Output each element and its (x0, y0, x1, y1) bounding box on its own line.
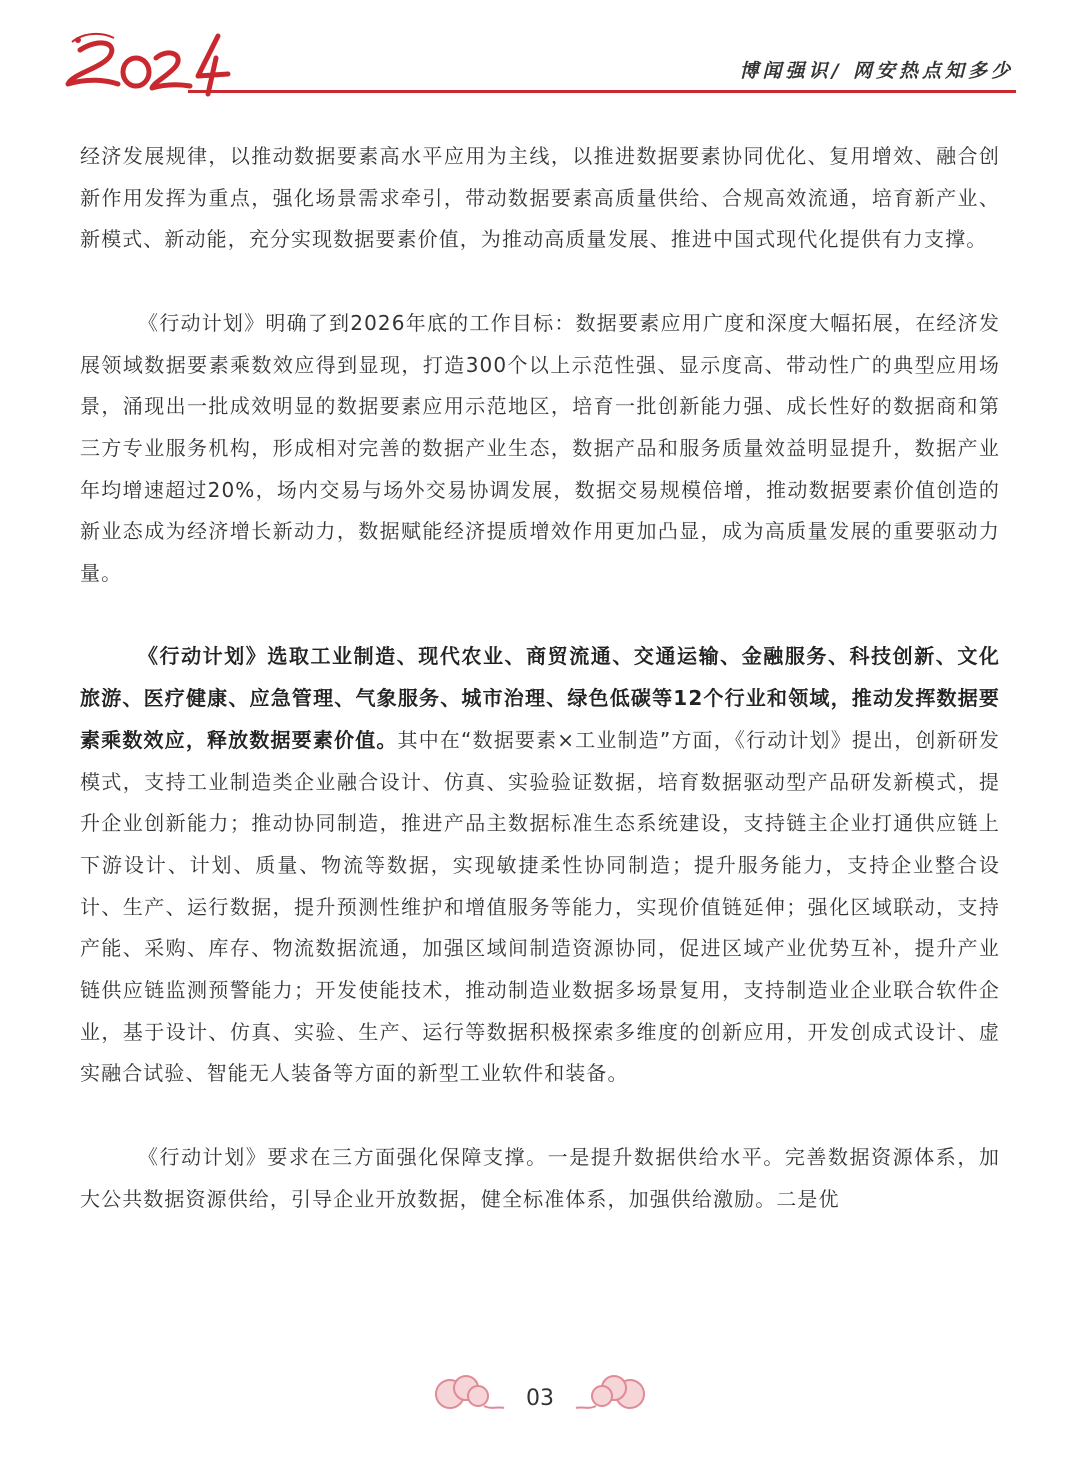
paragraph-1 (80, 136, 1000, 261)
paragraph-3 (80, 636, 1000, 1095)
page-footer (0, 1366, 1080, 1436)
page-header (0, 0, 1080, 110)
paragraph-text: 经济发展规律，以推动数据要素高水平应用为主线，以推进数据要素协同优化、复用增效、融合创新作用发挥为重点，强化场景需求牵引，带动数据要素高质量供给、合规高效流通，培育新产业、新模式、新动能，充分实现数据要素价值，为推动高质量发展、推进中国式现代化提供有力支撑。 (80, 144, 1000, 252)
article-body (80, 136, 1000, 1262)
header-title: 博闻强识/ 网安热点知多少 (739, 60, 1014, 82)
paragraph-text: 《行动计划》明确了到2026年底的工作目标：数据要素应用广度和深度大幅拓展，在经济发展领域数据要素乘数效应得到显现，打造300个以上示范性强、显示度高、带动性广的典型应用场景，涌现出一批成效明显的数据要素应用示范地区，培育一批创新能力强、成长性好的数据商和第三方专业服务机构，形成相对完善的数据产业生态，数据产品和服务质量效益明显提升，数据产业年均增速超过20%，场内交易与场外交易协调发展，数据交易规模倍增，推动数据要素价值创造的新业态成为经济增长新动力，数据赋能经济提质增效作用更加凸显，成为高质量发展的重要驱动力量。 (80, 310, 1000, 586)
page-number: 03 (526, 1386, 554, 1411)
paragraph-text: 其中在“数据要素×工业制造”方面，《行动计划》提出，创新研发模式，支持工业制造类企业融合设计、仿真、实验验证数据，培育数据驱动型产品研发新模式，提升企业创新能力；推动协同制造，推进产品主数据标准生态系统建设，支持链主企业打通供应链上下游设计、计划、质量、物流等数据，实现敏捷柔性协同制造；提升服务能力，支持企业整合设计、生产、运行数据，提升预测性维护和增值服务等能力，实现价值链延伸；强化区域联动，支持产能、采购、库存、物流数据流通，加强区域间制造资源协同，促进区域产业优势互补，提升产业链供应链监测预警能力；开发使能技术，推动制造业数据多场景复用，支持制造业企业联合软件企业，基于设计、仿真、实验、生产、运行等数据积极探索多维度的创新应用，开发创成式设计、虚实融合试验、智能无人装备等方面的新型工业软件和装备。 (80, 727, 1000, 1086)
paragraph-text: 《行动计划》要求在三方面强化保障支撑。一是提升数据供给水平。完善数据资源体系，加大公共数据资源供给，引导企业开放数据，健全标准体系，加强供给激励。二是优 (80, 1144, 1000, 1211)
paragraph-bold-lead: 《行动计划》选取工业制造、现代农业、商贸流通、交通运输、金融服务、科技创新、文化旅游、医疗健康、应急管理、气象服务、城市治理、绿色低碳等12个行业和领域，推动发挥数据要素乘数效应，释放数据要素价值。 (80, 644, 1000, 752)
paragraph-4 (80, 1137, 1000, 1220)
right-cloud-ornament (572, 1366, 652, 1416)
year-2024-dragon-logo (58, 28, 238, 98)
header-divider (188, 90, 1016, 93)
paragraph-2 (80, 303, 1000, 595)
